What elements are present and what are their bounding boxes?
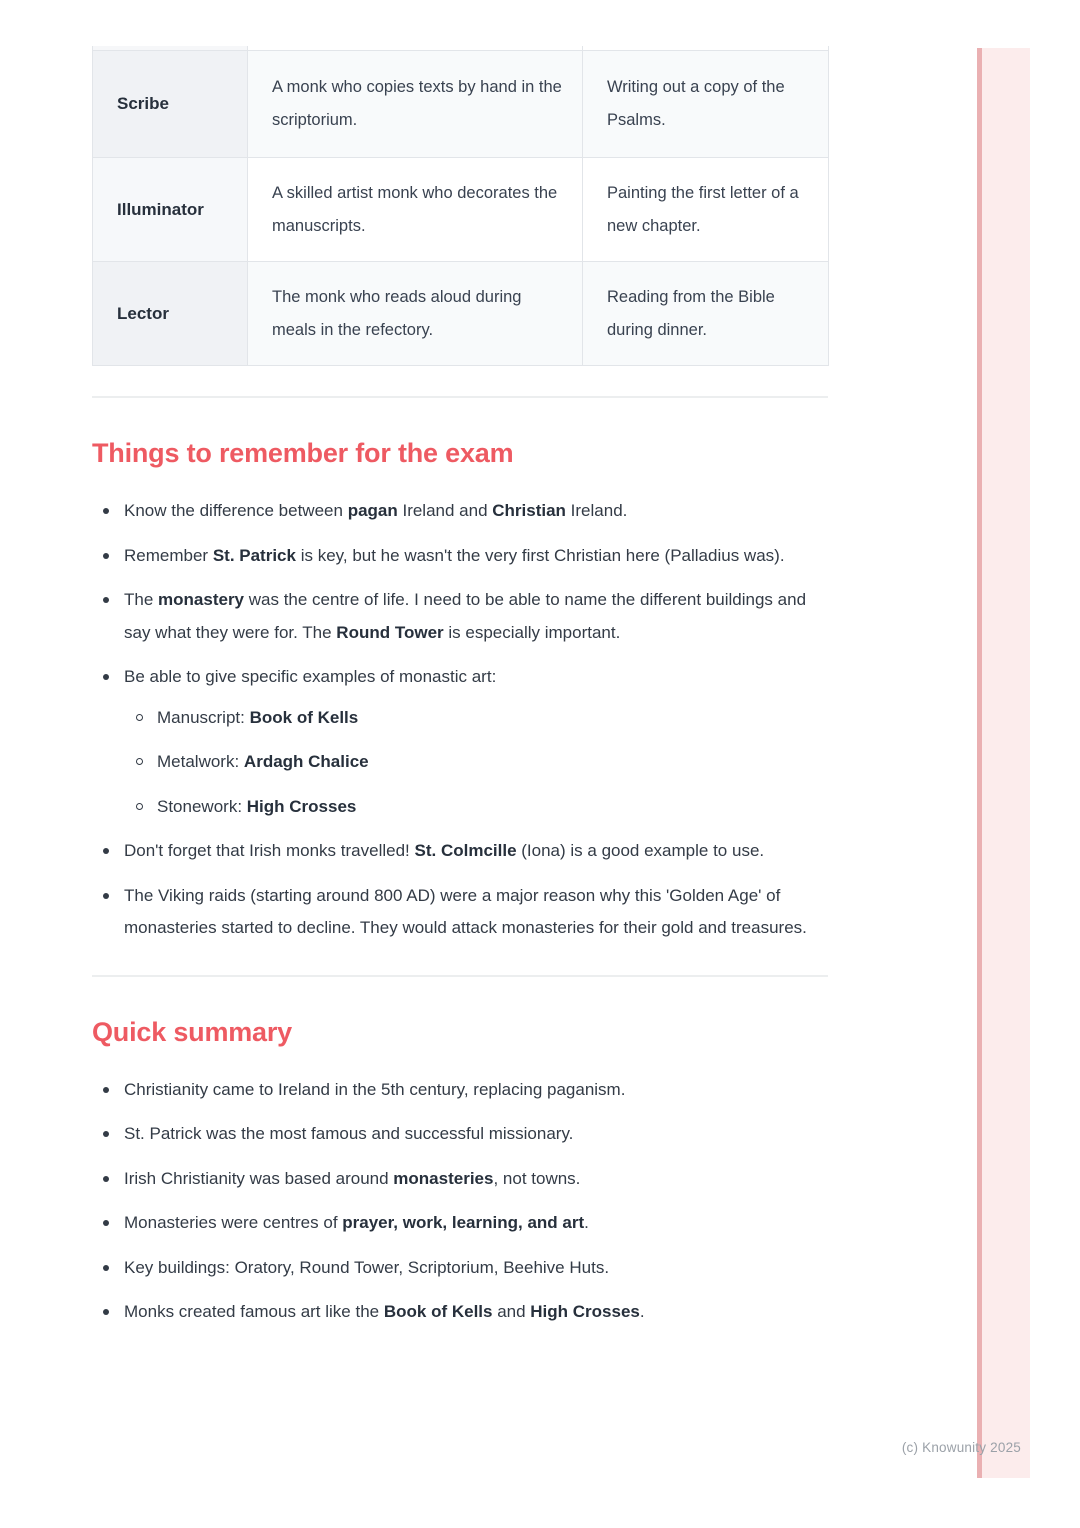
copyright-watermark: (c) Knowunity 2025 [901, 1440, 1021, 1455]
sub-list-item [124, 791, 828, 824]
bullet-icon [103, 674, 109, 680]
section-divider [92, 396, 828, 398]
list-item [92, 1118, 828, 1151]
bullet-icon [103, 597, 109, 603]
exam-section-heading: Things to remember for the exam [92, 438, 514, 468]
text: Don't forget that Irish monks travelled! [124, 841, 415, 860]
bullet-icon [103, 553, 109, 559]
summary-section-heading: Quick summary [92, 1016, 292, 1047]
bold-text: Book of Kells [249, 707, 359, 727]
bold-text: Round Tower [336, 622, 444, 642]
text: Christianity came to Ireland in the 5th century, replacing paganism. [124, 1079, 626, 1099]
text: Key buildings: Oratory, Round Tower, Scriptorium, Beehive Huts. [124, 1257, 610, 1277]
text: Be able to give specific examples of monastic art: [124, 667, 497, 686]
bullet-icon [103, 893, 109, 899]
sub-bullet-list [124, 702, 828, 824]
table-row [93, 51, 829, 158]
bold-text: High Crosses [246, 796, 357, 816]
text: Know the difference between [124, 501, 348, 520]
bold-text: Ardagh Chalice [243, 752, 369, 771]
text: Metalwork: [157, 752, 244, 771]
text: is especially important. [443, 622, 621, 642]
list-item [92, 835, 828, 868]
bold-text: monasteries [393, 1168, 494, 1188]
role-description: A monk who copies texts by hand in the scriptorium. [248, 51, 583, 158]
role-example: Reading from the Bible during dinner. [583, 262, 829, 366]
role-name: Lector [93, 262, 248, 366]
sub-list-item [124, 702, 828, 735]
bold-text: St. Patrick [212, 545, 296, 565]
list-item [92, 1163, 828, 1196]
list-item [92, 584, 828, 649]
role-example: Painting the first letter of a new chapter. [583, 158, 829, 262]
summary-bullet-list [92, 1074, 828, 1329]
list-item [92, 1074, 828, 1107]
text: St. Patrick was the most famous and successful missionary. [124, 1124, 574, 1143]
text: Monasteries were centres of [124, 1213, 343, 1232]
bold-text: monastery [158, 590, 245, 609]
text: Ireland. [565, 501, 628, 520]
table-row [93, 262, 829, 366]
text: Ireland and [397, 501, 493, 520]
text: Remember [124, 545, 213, 565]
text: . [639, 1302, 645, 1321]
role-example: Writing out a copy of the Psalms. [583, 51, 829, 158]
role-name: Scribe [93, 51, 248, 158]
text: , not towns. [493, 1168, 581, 1188]
text: (Iona) is a good example to use. [516, 841, 765, 860]
bold-text: pagan [347, 501, 398, 520]
bullet-icon [103, 508, 109, 514]
circle-bullet-icon [136, 758, 143, 765]
list-item [92, 880, 828, 945]
bullet-icon [103, 1131, 109, 1137]
circle-bullet-icon [136, 714, 143, 721]
bold-text: High Crosses [530, 1302, 640, 1321]
bold-text: Book of Kells [383, 1302, 493, 1321]
bullet-icon [103, 1220, 109, 1226]
role-name: Illuminator [93, 158, 248, 262]
list-item [92, 495, 828, 528]
list-item [92, 661, 828, 823]
monastic-roles-table-body [93, 46, 829, 366]
bold-text: Christian [492, 501, 566, 520]
bold-text: prayer, work, learning, and art [342, 1213, 585, 1232]
bullet-icon [103, 848, 109, 854]
section-divider [92, 975, 828, 977]
table-row [93, 158, 829, 262]
role-description: The monk who reads aloud during meals in the refectory. [248, 262, 583, 366]
bullet-icon [103, 1087, 109, 1093]
text: Stonework: [157, 796, 247, 816]
circle-bullet-icon [136, 803, 143, 810]
text: and [492, 1302, 531, 1321]
list-item [92, 1252, 828, 1285]
text: Monks created famous art like the [124, 1302, 384, 1321]
list-item [92, 1207, 828, 1240]
sub-list-item [124, 746, 828, 779]
text: Irish Christianity was based around [124, 1168, 394, 1188]
bullet-icon [103, 1309, 109, 1315]
bullet-icon [103, 1265, 109, 1271]
text: The [124, 590, 159, 609]
list-item [92, 540, 828, 573]
text: The Viking raids (starting around 800 AD) were a major reason why this 'Golden Age' of monasteries started to decline. They would attack monasteries for their gold and treasures. [124, 885, 807, 937]
text: . [584, 1213, 589, 1232]
text: was the centre of life. I need to be able to name the different buildings and say what they were for. The [124, 590, 807, 642]
side-highlight-band [977, 48, 1030, 1478]
role-description: A skilled artist monk who decorates the manuscripts. [248, 158, 583, 262]
text: Manuscript: [157, 707, 250, 727]
bullet-icon [103, 1176, 109, 1182]
monastic-roles-table [92, 46, 829, 366]
bold-text: St. Colmcille [414, 841, 517, 860]
exam-bullet-list [92, 495, 828, 945]
list-item [92, 1296, 828, 1329]
text: is key, but he wasn't the very first Christian here (Palladius was). [295, 545, 785, 565]
page-content [92, 0, 828, 1341]
